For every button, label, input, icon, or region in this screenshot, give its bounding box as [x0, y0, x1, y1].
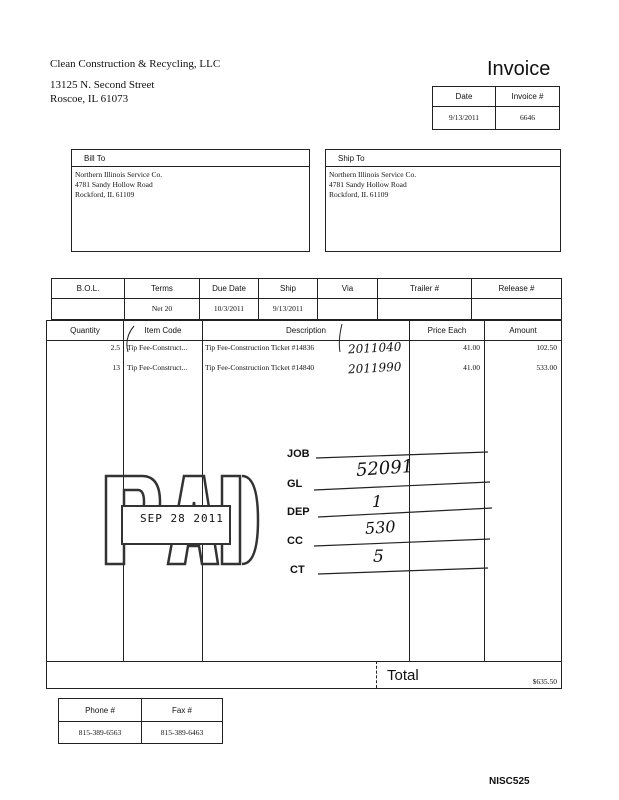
terms-header-due-date: Due Date: [212, 284, 246, 293]
items-header-quantity: Quantity: [70, 326, 100, 335]
invoice-title: Invoice: [487, 58, 551, 80]
items-header-price-each: Price Each: [427, 326, 467, 335]
table-row-desc: Tip Fee-Construction Ticket #14840: [205, 363, 315, 372]
terms-header-bol: B.O.L.: [76, 284, 100, 293]
terms-header-via: Via: [341, 284, 354, 293]
ct-label: CT: [290, 564, 305, 576]
total-value: $635.50: [532, 677, 557, 686]
bill-to-line2: 4781 Sandy Hollow Road: [75, 180, 153, 189]
fax-number: 815-389-6463: [160, 727, 204, 737]
contact-box: [58, 698, 223, 744]
job-label: JOB: [287, 448, 310, 460]
invoice-number: 6646: [520, 113, 535, 122]
gl-label: GL: [287, 478, 303, 490]
table-row-code: Tip Fee-Construct...: [127, 363, 188, 372]
terms-value-ship: 9/13/2011: [272, 304, 304, 313]
items-header-description: Description: [285, 326, 326, 335]
terms-value-due-date: 10/3/2011: [213, 304, 245, 313]
dep-label: DEP: [287, 506, 310, 518]
terms-value-bol: [52, 299, 124, 319]
table-row-qty: 13: [112, 363, 120, 372]
table-row-code: Tip Fee-Construct...: [127, 343, 188, 352]
ship-to-line1: Northern Illinois Service Co.: [329, 170, 417, 179]
invoice-number-header: Invoice #: [511, 92, 544, 101]
cc-value: 530: [364, 516, 397, 539]
terms-value-via: [318, 299, 377, 319]
ship-to-line2: 4781 Sandy Hollow Road: [329, 180, 407, 189]
bill-to-label: Bill To: [84, 154, 106, 163]
handwritten-ticket-a: 2011040: [347, 339, 402, 357]
phone-header: Phone #: [85, 705, 115, 715]
phone-number: 815-389-6563: [78, 727, 122, 737]
invoice-date: 9/13/2011: [448, 113, 480, 122]
ct-value: 5: [373, 547, 384, 567]
table-row-amount: 102.50: [536, 343, 557, 352]
company-name: Clean Construction & Recycling, LLC: [50, 58, 221, 70]
bill-to-line1: Northern Illinois Service Co.: [75, 170, 163, 179]
handwritten-marks: [110, 320, 370, 380]
table-row-qty: 2.5: [110, 343, 120, 352]
terms-header-ship: Ship: [279, 284, 296, 293]
cc-label: CC: [287, 535, 303, 547]
handwritten-ticket-b: 2011990: [347, 359, 402, 377]
ship-to-line3: Rockford, IL 61109: [329, 190, 389, 199]
ship-to-label: Ship To: [338, 154, 365, 163]
terms-header-terms: Terms: [151, 284, 173, 293]
table-row-desc: Tip Fee-Construction Ticket #14836: [205, 343, 315, 352]
terms-value-trailer: [378, 299, 471, 319]
items-header-item-code: Item Code: [144, 326, 182, 335]
gl-value: 52091: [355, 456, 414, 481]
terms-value-release: [472, 299, 561, 319]
company-city: Roscoe, IL 61073: [50, 93, 129, 105]
total-label: Total: [387, 667, 419, 684]
terms-value-terms: Net 20: [151, 304, 173, 313]
terms-header-release: Release #: [498, 284, 535, 293]
stamp-date: SEP 28 2011: [140, 512, 224, 525]
terms-header-trailer: Trailer #: [409, 284, 440, 293]
invoice-meta-box: [432, 86, 560, 130]
items-header-amount: Amount: [509, 326, 537, 335]
table-row-amount: 533.00: [536, 363, 557, 372]
footer-code: NISC525: [489, 776, 530, 787]
company-street: 13125 N. Second Street: [50, 79, 155, 91]
terms-table: [51, 278, 562, 320]
bill-to-box: [71, 149, 310, 252]
bill-to-line3: Rockford, IL 61109: [75, 190, 135, 199]
table-row-price: 41.00: [463, 343, 480, 352]
date-header: Date: [455, 92, 473, 101]
dep-value: 1: [372, 492, 383, 511]
table-row-price: 41.00: [463, 363, 480, 372]
ship-to-box: [325, 149, 561, 252]
fax-header: Fax #: [171, 705, 192, 715]
